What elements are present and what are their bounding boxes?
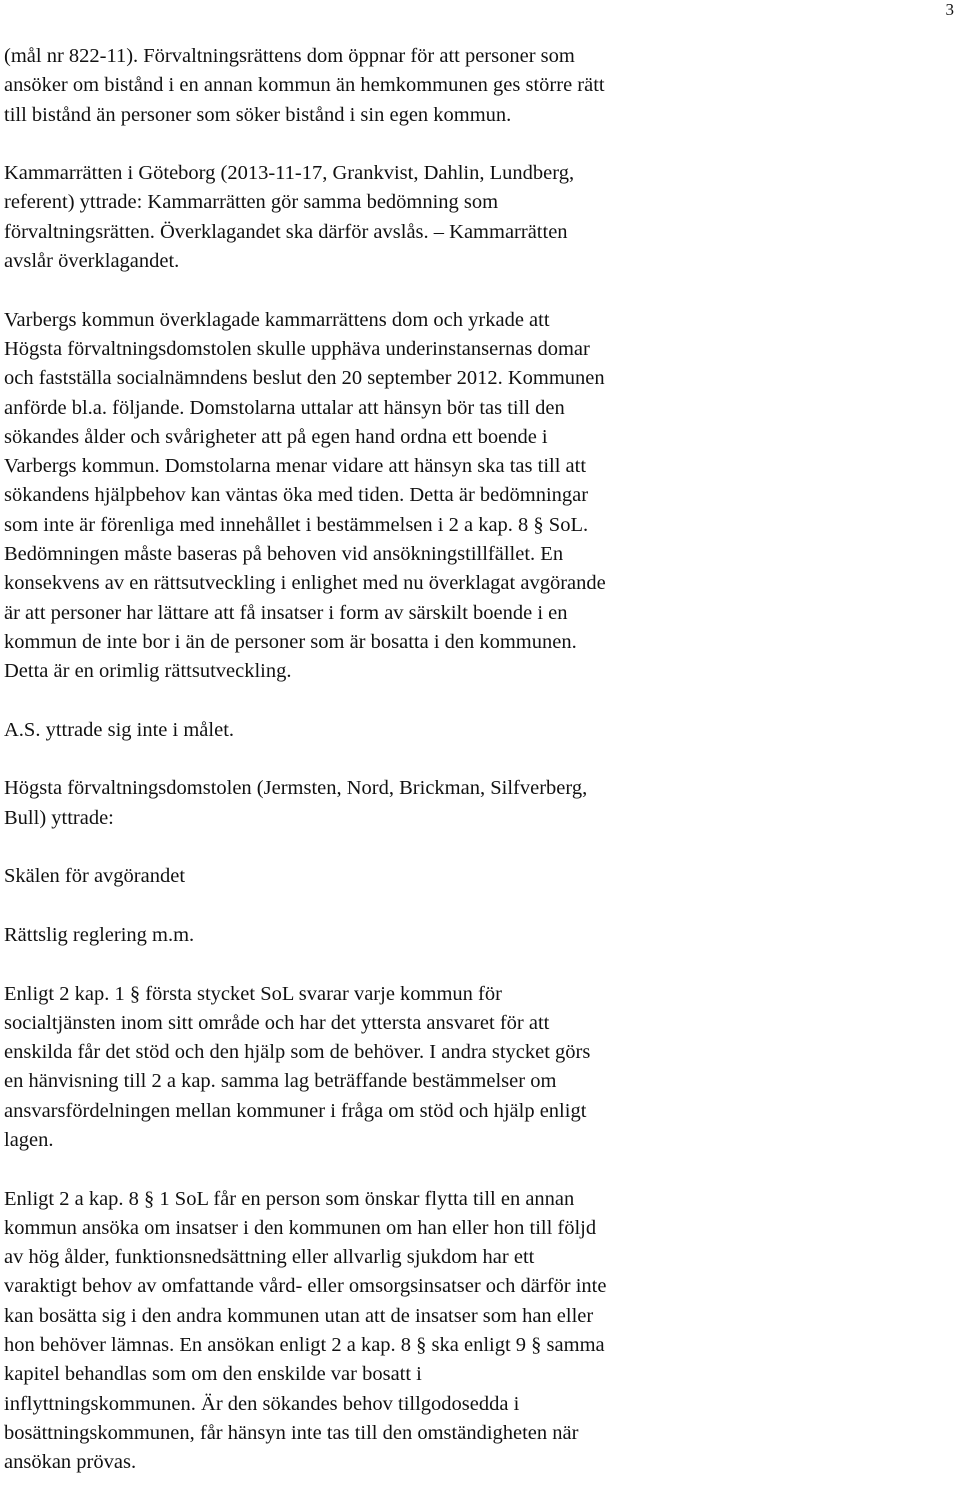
paragraph xyxy=(4,159,764,276)
text-line: hon behöver lämnas. En ansökan enligt 2 a kap. 8 § ska enligt 9 § samma xyxy=(4,1334,605,1357)
text-line: avslår överklagandet. xyxy=(4,250,180,273)
text-line: förvaltningsrätten. Överklagandet ska därför avslås. – Kammarrätten xyxy=(4,220,568,243)
text-line: sökandens hjälpbehov kan väntas öka med tiden. Detta är bedömningar xyxy=(4,484,589,507)
text-line: Varbergs kommun. Domstolarna menar vidare att hänsyn ska tas till att xyxy=(4,455,587,478)
paragraph xyxy=(4,862,764,891)
text-line: varaktigt behov av omfattande vård- eller omsorgsinsatser och därför inte xyxy=(4,1275,607,1298)
text-line: sökandes ålder och svårigheter att på egen hand ordna ett boende i xyxy=(4,425,548,448)
text-line: som inte är förenliga med innehållet i bestämmelsen i 2 a kap. 8 § SoL. xyxy=(4,513,589,536)
page-number: 3 xyxy=(945,0,954,19)
text-line: bosättningskommunen, får hänsyn inte tas till den omständigheten när xyxy=(4,1421,579,1444)
text-line: av hög ålder, funktionsnedsättning eller allvarlig sjukdom har ett xyxy=(4,1246,535,1269)
text-line: Högsta förvaltningsdomstolen skulle upphäva underinstansernas domar xyxy=(4,337,590,360)
text-line: och fastställa socialnämndens beslut den 20 september 2012. Kommunen xyxy=(4,367,605,390)
text-line: inflyttningskommunen. Är den sökandes behov tillgodosedda i xyxy=(4,1392,520,1415)
text-line: ansökan prövas. xyxy=(4,1451,137,1474)
paragraph xyxy=(4,774,764,833)
text-line: (mål nr 822-11). Förvaltningsrättens dom öppnar för att personer som xyxy=(4,45,575,67)
paragraph xyxy=(4,716,764,745)
text-line: en hänvisning till 2 a kap. samma lag beträffande bestämmelser om xyxy=(4,1070,557,1093)
text-line: socialtjänsten inom sitt område och har det yttersta ansvaret för att xyxy=(4,1011,550,1034)
text-line: ansvarsfördelningen mellan kommuner i fråga om stöd och hjälp enligt xyxy=(4,1099,587,1122)
text-line: kapitel behandlas som om den enskilde var bosatt i xyxy=(4,1363,422,1386)
text-line: Bull) yttrade: xyxy=(4,806,114,829)
paragraph xyxy=(4,306,764,687)
text-line: Varbergs kommun överklagade kammarrättens dom och yrkade att xyxy=(4,308,550,331)
text-line: ansöker om bistånd i en annan kommun än hemkommunen ges större rätt xyxy=(4,74,605,97)
text-line: Enligt 2 a kap. 8 § 1 SoL får en person som önskar flytta till en annan xyxy=(4,1187,575,1210)
text-line: enskilda får det stöd och den hjälp som de behöver. I andra stycket görs xyxy=(4,1041,591,1064)
text-line: Högsta förvaltningsdomstolen (Jermsten, Nord, Brickman, Silfverberg, xyxy=(4,777,588,800)
text-line: Enligt 2 kap. 1 § första stycket SoL svarar varje kommun för xyxy=(4,982,502,1005)
text-line: Rättslig reglering m.m. xyxy=(4,923,195,946)
text-line: A.S. yttrade sig inte i målet. xyxy=(4,718,235,741)
document-body xyxy=(4,42,764,1478)
text-line: anförde bl.a. följande. Domstolarna uttalar att hänsyn bör tas till den xyxy=(4,396,565,419)
text-line: referent) yttrade: Kammarrätten gör samma bedömning som xyxy=(4,191,499,214)
paragraph xyxy=(4,1185,764,1478)
paragraph xyxy=(4,42,764,130)
text-line: till bistånd än personer som söker bistånd i sin egen kommun. xyxy=(4,103,512,126)
text-line: kommun ansöka om insatser i den kommunen om han eller hon till följd xyxy=(4,1216,597,1239)
text-line: Detta är en orimlig rättsutveckling. xyxy=(4,660,292,683)
text-line: är att personer har lättare att få insatser i form av särskilt boende i en xyxy=(4,601,568,624)
text-line: lagen. xyxy=(4,1128,54,1151)
text-line: konsekvens av en rättsutveckling i enlighet med nu överklagat avgörande xyxy=(4,572,606,595)
text-line: Kammarrätten i Göteborg (2013-11-17, Grankvist, Dahlin, Lundberg, xyxy=(4,162,575,185)
text-line: Bedömningen måste baseras på behoven vid ansökningstillfället. En xyxy=(4,543,564,566)
text-line: kommun de inte bor i än de personer som är bosatta i den kommunen. xyxy=(4,630,577,653)
text-line: Skälen för avgörandet xyxy=(4,865,186,888)
text-line: kan bosätta sig i den andra kommunen utan att de insatser som han eller xyxy=(4,1304,594,1327)
paragraph xyxy=(4,980,764,1156)
paragraph xyxy=(4,921,764,950)
